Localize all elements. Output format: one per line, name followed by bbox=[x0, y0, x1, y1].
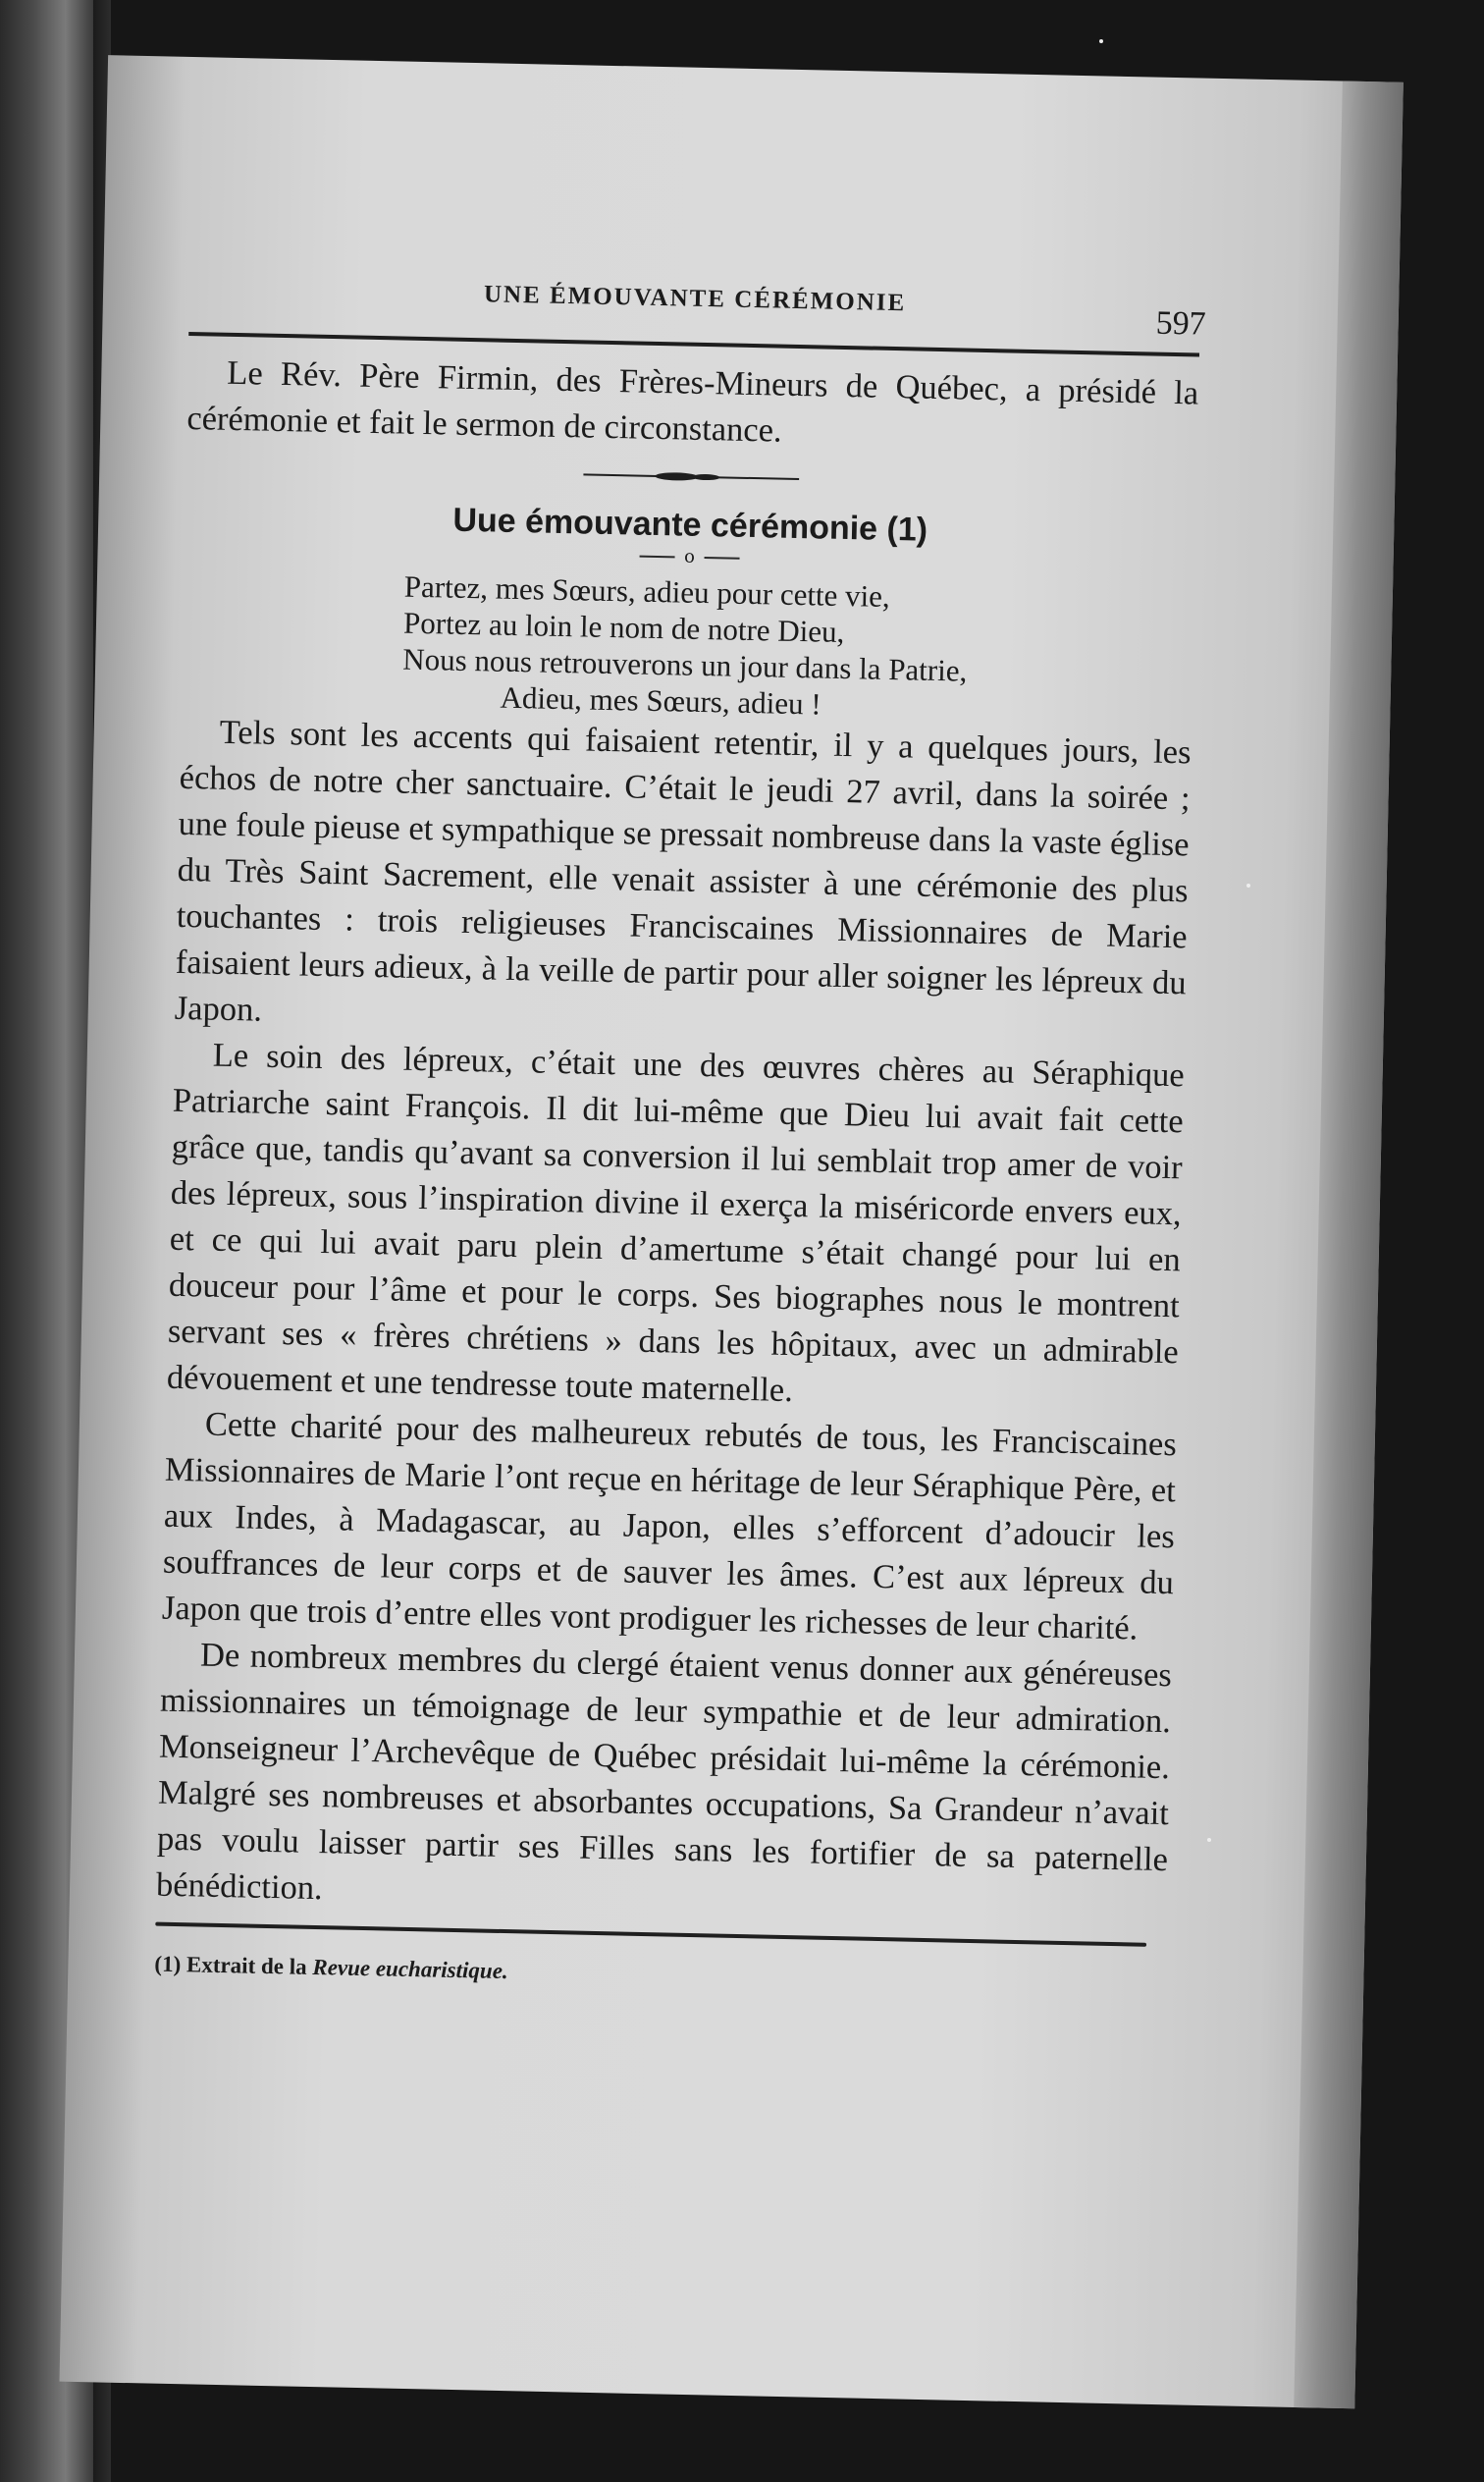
intro-paragraph: Le Rév. Père Firmin, des Frères-Mineurs de Québec, a présidé la cérémonie et fait le sermon de circonstance. bbox=[186, 353, 1199, 450]
article-body bbox=[156, 709, 1192, 1929]
separator-rule-left bbox=[639, 556, 674, 559]
poem-line: Partez, mes Sœurs, adieu pour cette vie, bbox=[403, 568, 891, 614]
footnote-text: Extrait de la bbox=[186, 1952, 307, 1979]
footnote-marker: (1) bbox=[154, 1951, 182, 1977]
body-paragraph: Le soin des lépreux, c’était une des œuvres chères au Séraphique Patriarche saint François. Il dit lui-même que Dieu lui avait fait cette grâce que, tandis qu’avant sa conversion il lui semblait trop amer de voir des lépreux, sous l’inspiration divine il exerça la miséricorde envers eux, et ce qui lui avait paru plein d’amertume s’était changé pour lui en douceur pour l’âme et pour le corps. Ses biographes nous le montrent servant ses « frères chrétiens » dans les hôpitaux, avec un admirable dévouement et une tendresse toute maternelle. bbox=[166, 1036, 1186, 1410]
scan-dust-speck bbox=[1099, 39, 1103, 43]
poem-line: Adieu, mes Sœurs, adieu ! bbox=[500, 679, 822, 722]
separator-rule-right bbox=[705, 557, 740, 560]
section-title: Uue émouvante cérémonie (1) bbox=[452, 501, 928, 549]
body-paragraph: Cette charité pour des malheureux rebutés de tous, les Franciscaines Missionnaires de Marie l’ont reçue en héritage de leur Séraphique Père, et aux Indes, à Madagascar, au Japon, elles s’efforcent d’adoucir les souffrances de leur corps et de sauver les âmes. C’est aux lépreux du Japon que trois d’entre elles vont prodiguer les richesses de leur charité. bbox=[161, 1405, 1178, 1647]
body-paragraph: Tels sont les accents qui faisaient retentir, il y a quelques jours, les échos de notre cher sanctuaire. C’était le jeudi 27 avril, dans la soirée ; une foule pieuse et sympathique se pressait nombreuse dans la vaste église du Très Saint Sacrement, elle venait assister à une cérémonie des plus touchantes : trois religieuses Franciscaines Missionnaires de Marie faisaient leurs adieux, à la veille de partir pour aller soigner les lépreux du Japon. bbox=[174, 713, 1192, 1029]
ornament-divider bbox=[583, 467, 799, 486]
poem-stanza bbox=[401, 568, 1194, 730]
page-content bbox=[154, 273, 1207, 2000]
footnote bbox=[154, 1950, 1165, 2001]
footnote-source: Revue eucharistique. bbox=[312, 1954, 508, 1984]
body-paragraph: De nombreux membres du clergé étaient venus donner aux généreuses missionnaires un témoignage de leur sympathie et de leur admiration. Monseigneur l’Archevêque de Québec présidait lui-même la cérémonie. Malgré ses nombreuses et absorbantes occupations, Sa Grandeur n’avait pas voulu laisser partir ses Filles sans les fortifier de sa paternelle bénédiction. bbox=[155, 1636, 1173, 1908]
page-edge-shadow bbox=[1294, 81, 1404, 2409]
separator-mark: o bbox=[683, 546, 696, 567]
book-page bbox=[60, 55, 1404, 2408]
page-number: 597 bbox=[1155, 304, 1207, 343]
poem-line: Nous nous retrouverons un jour dans la Patrie, bbox=[401, 641, 968, 688]
running-head bbox=[188, 273, 1207, 357]
scan-dust-speck bbox=[1246, 884, 1250, 888]
running-title: UNE ÉMOUVANTE CÉRÉMONIE bbox=[483, 281, 907, 317]
poem-line: Portez au loin le nom de notre Dieu, bbox=[402, 605, 845, 650]
scan-dust-speck bbox=[1207, 1838, 1211, 1842]
